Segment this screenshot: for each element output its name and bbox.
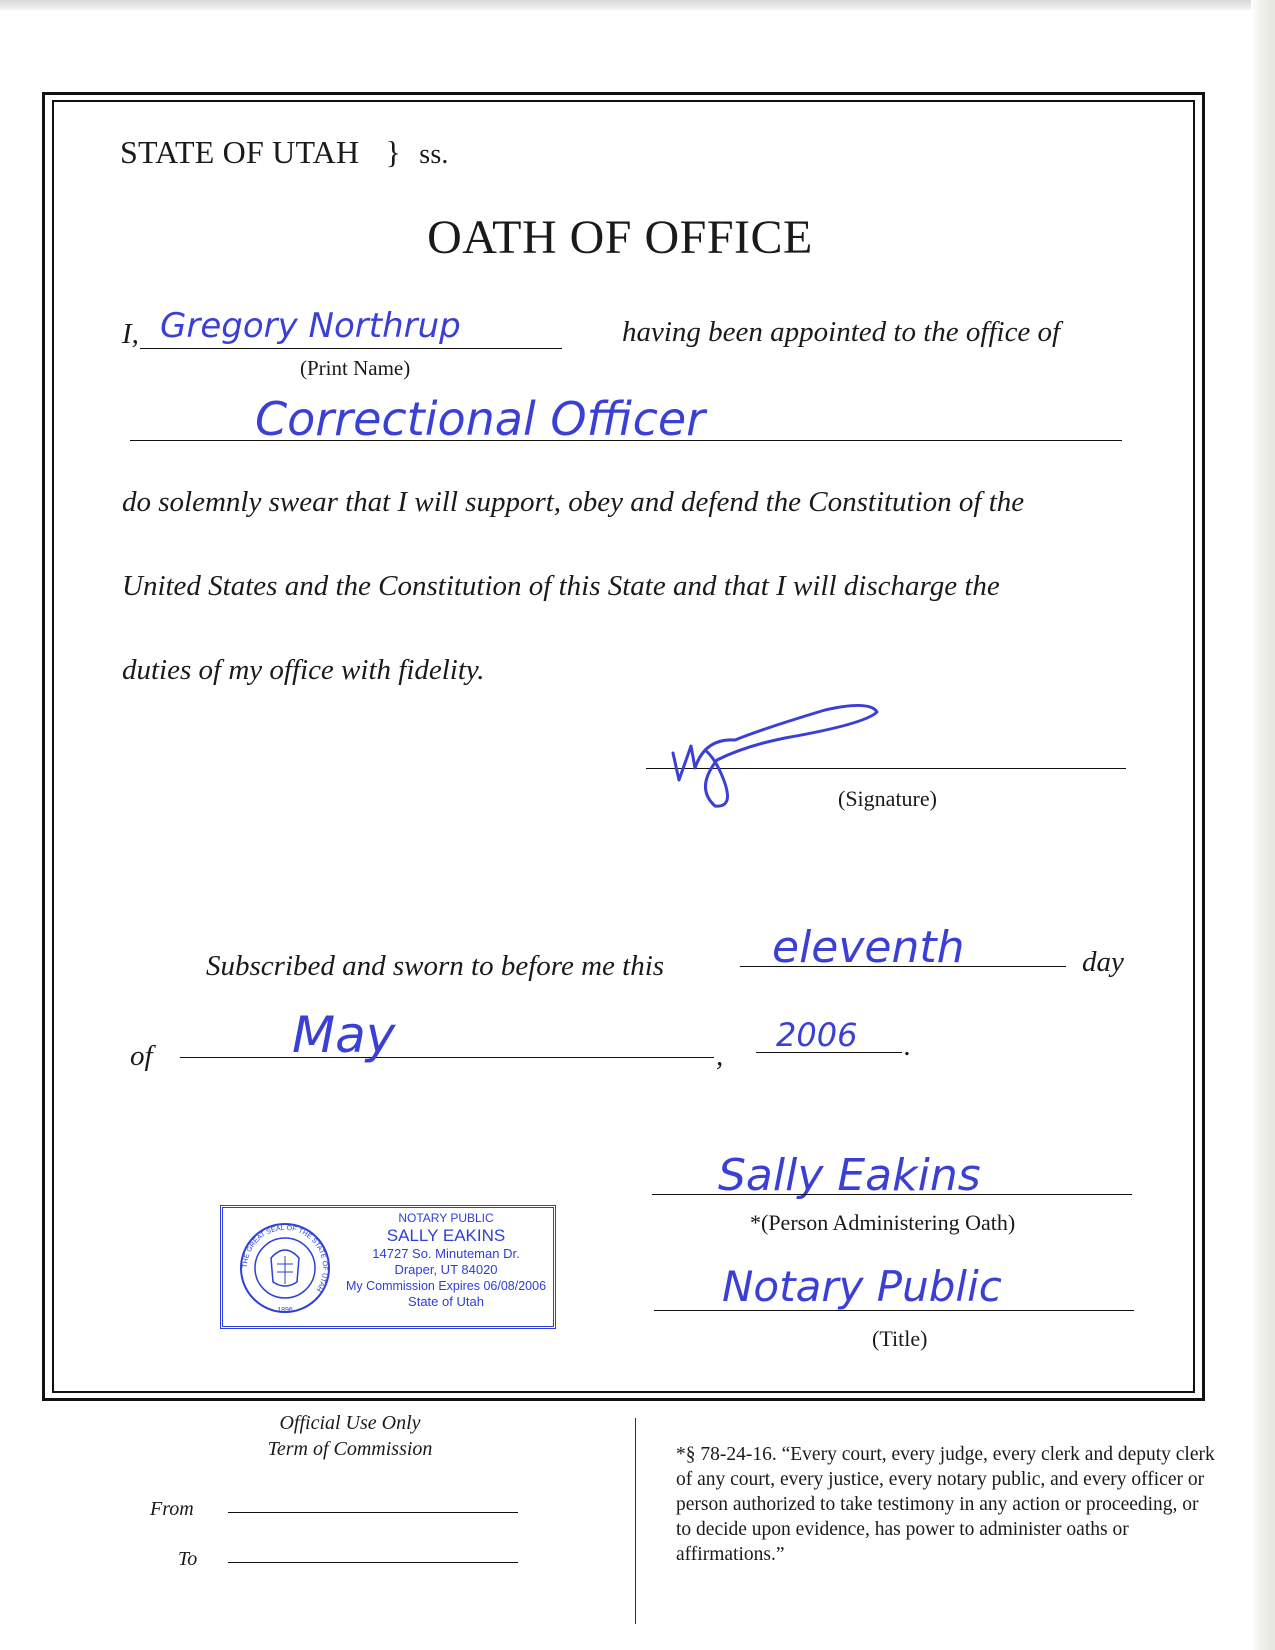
scan-shadow: [1251, 0, 1275, 1650]
administrator-line: [652, 1194, 1132, 1195]
stamp-address-2: Draper, UT 84020: [394, 1262, 498, 1277]
administrator-signature: Sally Eakins: [718, 1150, 981, 1201]
seal-text: THE GREAT SEAL OF THE STATE OF UTAH: [241, 1224, 329, 1293]
title-line: [654, 1310, 1134, 1311]
state-heading: [120, 134, 449, 171]
day-word: day: [1082, 946, 1124, 978]
state-label: STATE OF UTAH: [120, 134, 360, 170]
from-line: [228, 1512, 518, 1513]
signature-caption: (Signature): [838, 786, 937, 811]
ss-label: ss.: [419, 139, 449, 170]
title-caption: (Title): [872, 1326, 928, 1351]
state-seal-icon: [237, 1220, 333, 1316]
from-label: From: [150, 1498, 194, 1520]
footer-divider: [635, 1418, 636, 1624]
month-line: [180, 1057, 714, 1058]
term-of-commission-heading: Term of Commission: [267, 1438, 433, 1460]
appointed-text: having been appointed to the office of: [622, 316, 1061, 348]
scan-edge: [0, 0, 1275, 10]
title-handwritten: Notary Public: [722, 1262, 1002, 1311]
year-handwritten: 2006: [776, 1016, 858, 1054]
subscribed-text: Subscribed and sworn to before me this: [206, 950, 665, 982]
month-handwritten: May: [292, 1006, 396, 1064]
to-line: [228, 1562, 518, 1563]
name-handwritten: Gregory Northrup: [160, 306, 461, 346]
brace: }: [385, 134, 402, 170]
comma: ,: [716, 1040, 724, 1072]
oath-line-2: United States and the Constitution of this State and that I will discharge the: [122, 570, 1000, 602]
notary-stamp: [220, 1205, 556, 1329]
period: .: [904, 1030, 912, 1062]
page-title: OATH OF OFFICE: [427, 211, 813, 264]
statute-footnote: *§ 78-24-16. “Every court, every judge, every clerk and deputy clerk of any court, every justice, every notary public, and every officer or person authorized to take testimony in any action or proceeding, or to decide upon evidence, has power to administer oaths or affirmations.”: [676, 1444, 1215, 1565]
official-use-heading: Official Use Only: [279, 1412, 421, 1434]
office-handwritten: Correctional Officer: [255, 392, 706, 446]
stamp-name: SALLY EAKINS: [386, 1226, 506, 1245]
of-word: of: [130, 1040, 153, 1072]
stamp-address-1: 14727 So. Minuteman Dr.: [372, 1246, 520, 1261]
to-label: To: [178, 1548, 198, 1570]
oath-line-1: do solemnly swear that I will support, obey and defend the Constitution of the: [122, 486, 1025, 518]
stamp-commission: My Commission Expires 06/08/2006: [345, 1279, 547, 1293]
name-line: [140, 348, 562, 349]
day-handwritten: eleventh: [772, 922, 965, 973]
stamp-state: State of Utah: [408, 1294, 484, 1309]
pronoun-i: I,: [122, 318, 139, 350]
oath-line-3: duties of my office with fidelity.: [122, 654, 485, 686]
administrator-caption: *(Person Administering Oath): [750, 1210, 1016, 1235]
name-caption: (Print Name): [300, 356, 411, 380]
seal-year: 1896: [277, 1307, 293, 1314]
stamp-notary-public: NOTARY PUBLIC: [398, 1211, 494, 1225]
document-border-inner: [52, 100, 1195, 1393]
